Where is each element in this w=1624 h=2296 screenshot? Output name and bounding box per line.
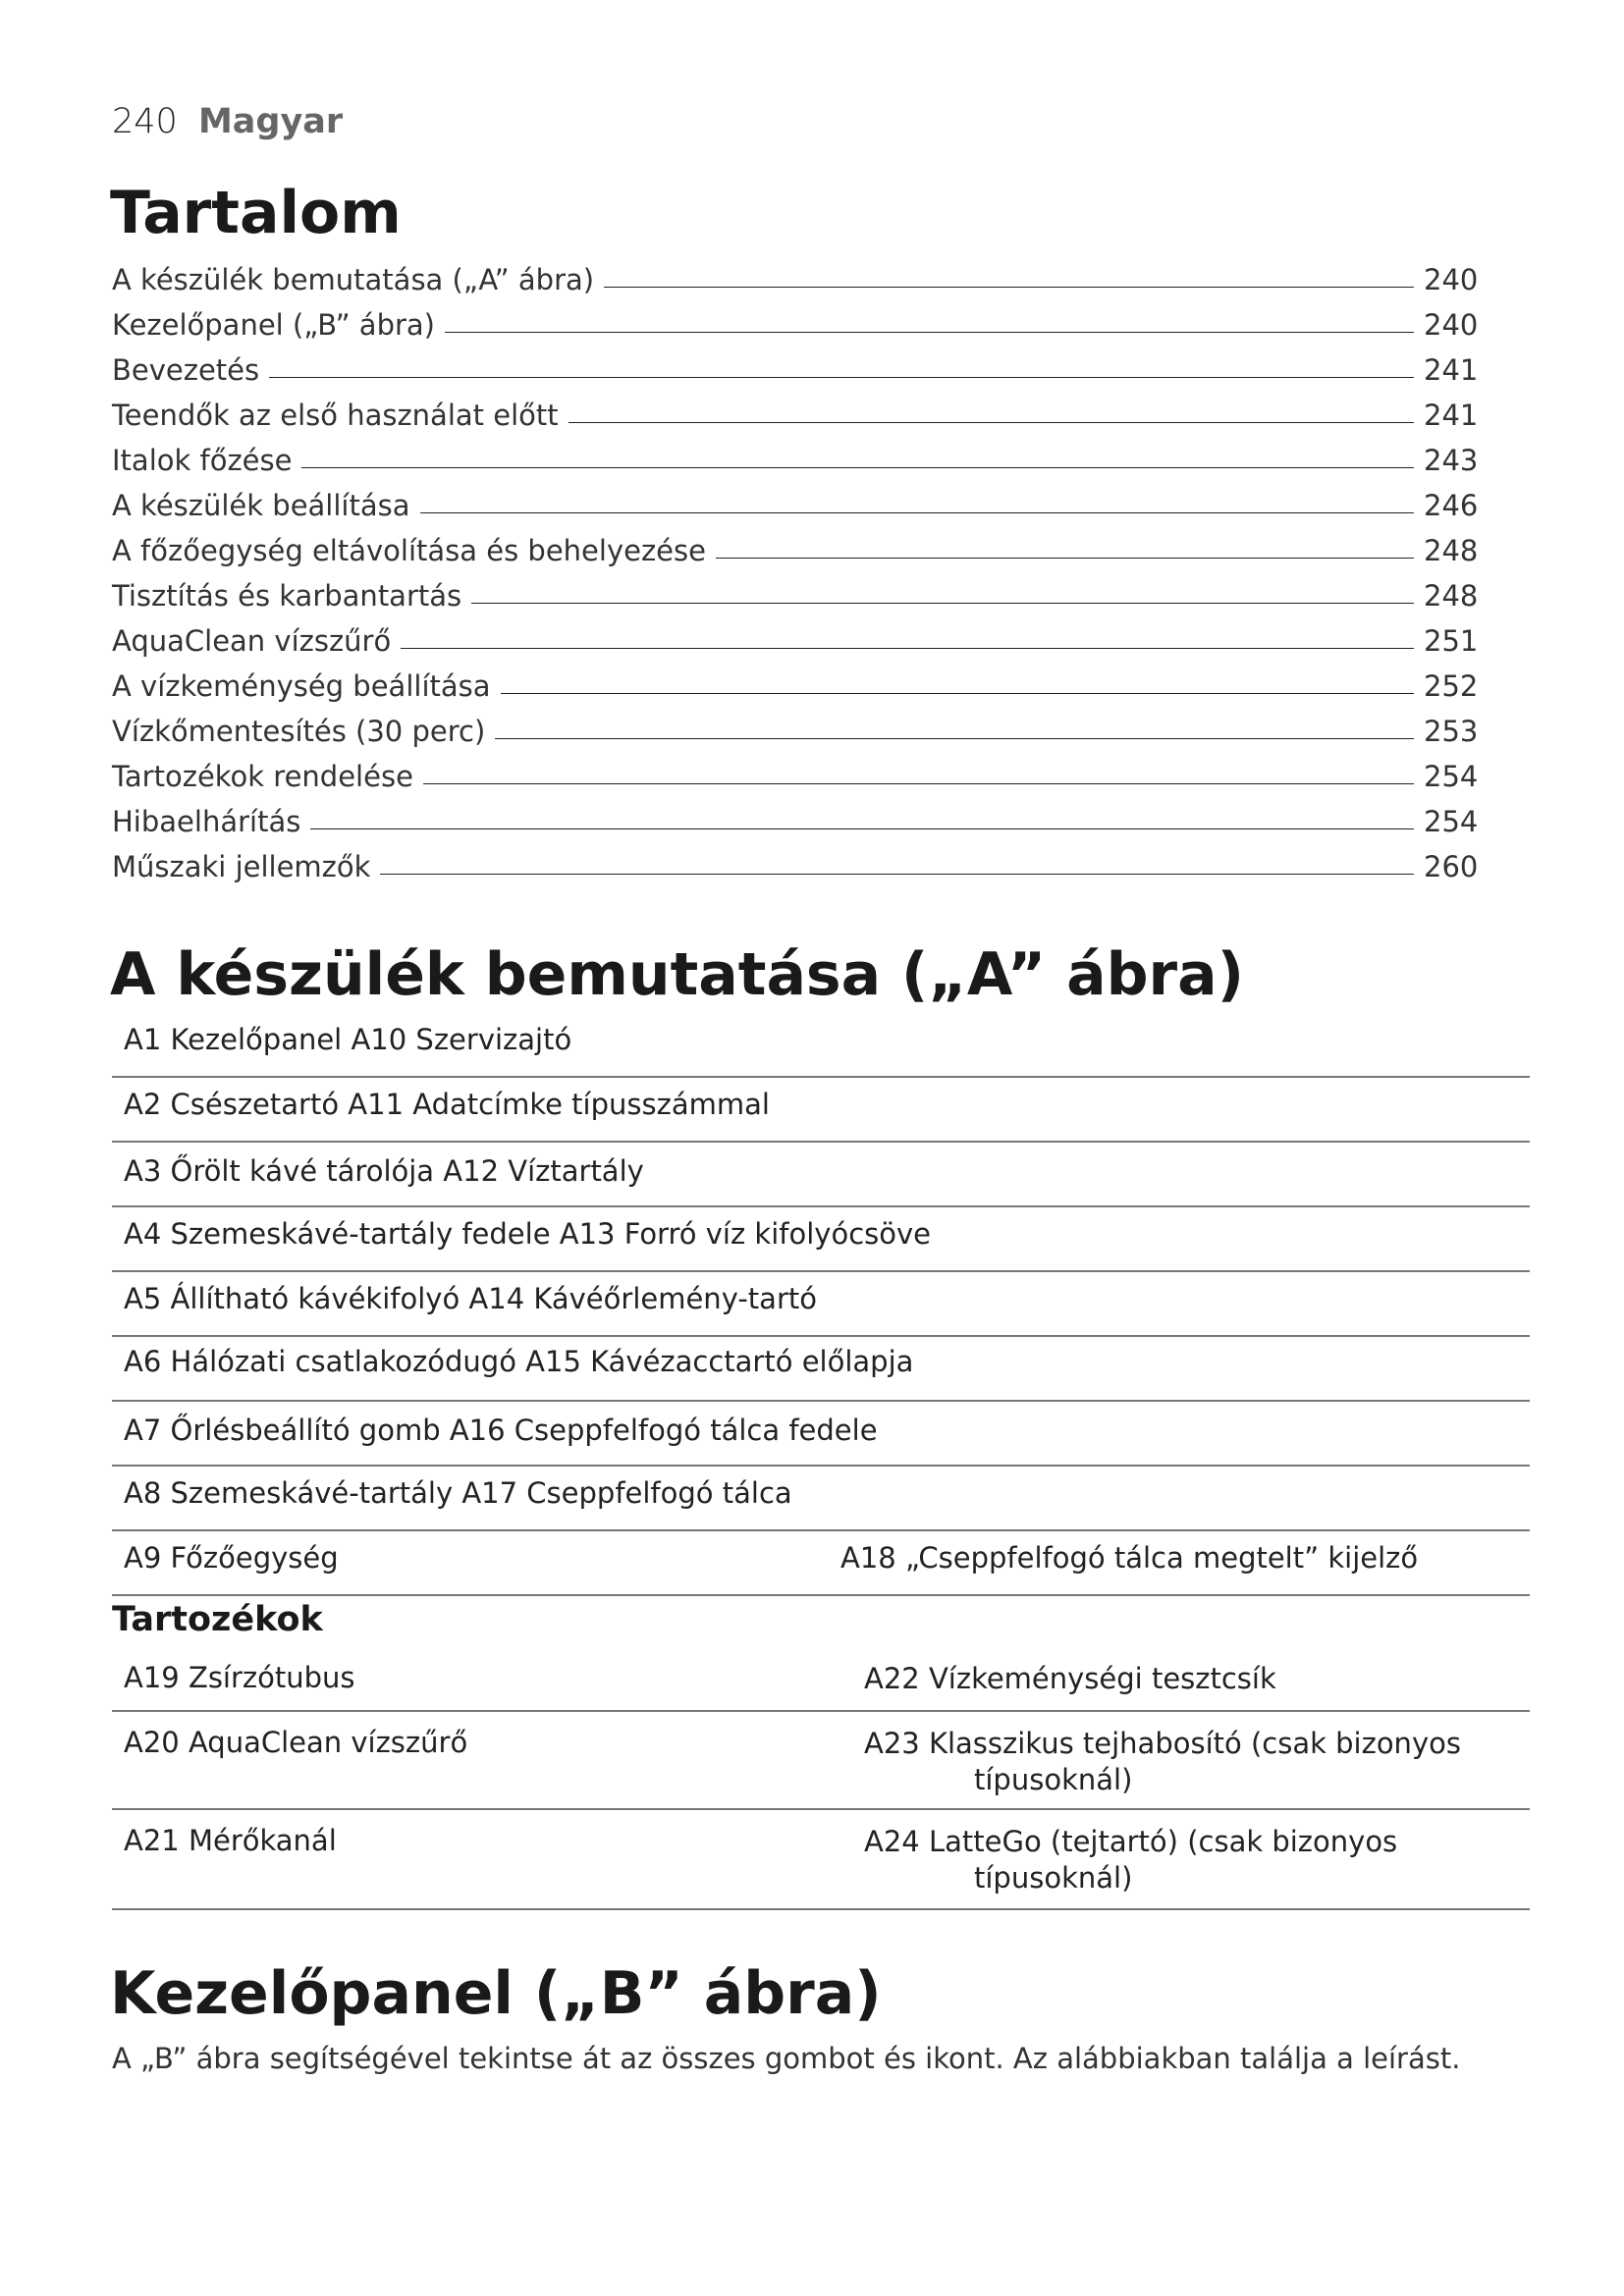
toc-entry[interactable]	[112, 387, 1477, 432]
toc-entry-label: A főzőegység eltávolítása és behelyezése	[112, 534, 706, 567]
toc-entry-page: 240	[1424, 263, 1479, 296]
parts-row	[112, 1337, 1530, 1402]
toc-entry-label: Italok főzése	[112, 444, 293, 477]
parts-row-text: A2 Csészetartó A11 Adatcímke típusszámmal	[124, 1088, 770, 1121]
toc-entry-label: Teendők az első használat előtt	[112, 399, 559, 432]
toc-entry-page: 243	[1424, 444, 1479, 477]
toc-entry-page: 260	[1424, 850, 1479, 883]
toc-entry[interactable]	[112, 793, 1477, 838]
toc-leader	[568, 422, 1414, 423]
toc-leader	[420, 512, 1415, 513]
toc-entry[interactable]	[112, 251, 1477, 296]
parts-row	[112, 1207, 1530, 1272]
control-panel-title: Kezelőpanel („B” ábra)	[110, 1959, 882, 2028]
accessory-right-continued: típusoknál)	[974, 1861, 1133, 1895]
toc-entry[interactable]	[112, 522, 1477, 567]
toc-leader	[501, 693, 1414, 694]
toc-entry-label: Bevezetés	[112, 353, 260, 387]
toc-title: Tartalom	[110, 179, 402, 247]
toc-entry-label: Hibaelhárítás	[112, 805, 301, 838]
parts-row-text: A18 „Cseppfelfogó tálca megtelt” kijelző	[840, 1541, 1419, 1575]
accessories-table	[112, 1647, 1530, 1910]
toc-entry-page: 241	[1424, 399, 1479, 432]
parts-row-text: A3 Őrölt kávé tárolója A12 Víztartály	[124, 1154, 644, 1188]
toc-entry-label: Vízkőmentesítés (30 perc)	[112, 715, 486, 748]
accessory-right	[864, 1824, 1397, 1896]
toc-entry[interactable]	[112, 748, 1477, 793]
toc-entry-page: 241	[1424, 353, 1479, 387]
toc-leader	[401, 648, 1414, 649]
toc-leader	[423, 783, 1414, 784]
toc-entry-page: 254	[1424, 760, 1479, 793]
page-header	[112, 100, 343, 143]
parts-table	[112, 1013, 1530, 1596]
toc-entry[interactable]	[112, 613, 1477, 658]
toc-leader	[716, 558, 1414, 559]
overview-title: A készülék bemutatása („A” ábra)	[110, 940, 1245, 1009]
page-number: 240	[112, 102, 178, 141]
accessory-row	[112, 1647, 1530, 1712]
toc-entry-page: 251	[1424, 624, 1479, 658]
parts-row	[112, 1078, 1530, 1143]
toc-entry-page: 246	[1424, 489, 1479, 522]
toc-entry[interactable]	[112, 658, 1477, 703]
toc-entry-label: A vízkeménység beállítása	[112, 669, 491, 703]
parts-row-text: A8 Szemeskávé-tartály A17 Cseppfelfogó tálca	[124, 1476, 792, 1510]
toc-leader	[380, 874, 1414, 875]
accessory-left: A19 Zsírzótubus	[124, 1661, 355, 1694]
accessory-right-text: A24 LatteGo (tejtartó) (csak bizonyos	[864, 1825, 1398, 1858]
toc-leader	[445, 332, 1414, 333]
accessory-right-text: A23 Klasszikus tejhabosító (csak bizonyos	[864, 1727, 1461, 1760]
accessory-row	[112, 1810, 1530, 1910]
toc-entry-page: 254	[1424, 805, 1479, 838]
toc-entry-page: 252	[1424, 669, 1479, 703]
toc-entry-label: A készülék beállítása	[112, 489, 410, 522]
toc-leader	[310, 828, 1414, 829]
toc-entry[interactable]	[112, 838, 1477, 883]
parts-row-text: A6 Hálózati csatlakozódugó A15 Kávézacctartó előlapja	[124, 1345, 914, 1378]
toc-leader	[471, 603, 1414, 604]
parts-row-text: A4 Szemeskávé-tartály fedele A13 Forró víz kifolyócsöve	[124, 1217, 931, 1251]
toc-entry-page: 248	[1424, 534, 1479, 567]
toc-entry[interactable]	[112, 342, 1477, 387]
parts-row	[112, 1143, 1530, 1207]
accessory-row	[112, 1712, 1530, 1810]
parts-row-text: A9 Főzőegység	[124, 1541, 339, 1575]
parts-row	[112, 1013, 1530, 1078]
parts-row-text: A5 Állítható kávékifolyó A14 Kávéőrlemény-tartó	[124, 1282, 817, 1315]
parts-row	[112, 1467, 1530, 1531]
toc-entry-label: AquaClean vízszűrő	[112, 624, 392, 658]
accessory-left: A21 Mérőkanál	[124, 1824, 337, 1857]
toc-entry[interactable]	[112, 567, 1477, 613]
accessory-left: A20 AquaClean vízszűrő	[124, 1726, 468, 1759]
parts-row	[112, 1531, 1530, 1596]
toc-entry-page: 240	[1424, 308, 1479, 342]
toc-leader	[604, 287, 1414, 288]
accessory-right	[864, 1726, 1461, 1798]
accessory-right	[864, 1661, 1276, 1697]
accessory-right-text: A22 Vízkeménységi tesztcsík	[864, 1662, 1276, 1695]
parts-row-text: A7 Őrlésbeállító gomb A16 Cseppfelfogó tálca fedele	[124, 1414, 878, 1447]
control-panel-intro: A „B” ábra segítségével tekintse át az összes gombot és ikont. Az alábbiakban találja a leírást.	[112, 2042, 1461, 2075]
toc-entry-label: Tisztítás és karbantartás	[112, 579, 462, 613]
parts-row-text: A1 Kezelőpanel A10 Szervizajtó	[124, 1023, 572, 1056]
toc-entry-label: Kezelőpanel („B” ábra)	[112, 308, 435, 342]
toc-entry[interactable]	[112, 477, 1477, 522]
accessory-right-continued: típusoknál)	[974, 1763, 1133, 1796]
toc-leader	[495, 738, 1414, 739]
toc-entry[interactable]	[112, 703, 1477, 748]
toc-list	[112, 251, 1477, 883]
toc-entry-label: Tartozékok rendelése	[112, 760, 413, 793]
toc-entry[interactable]	[112, 296, 1477, 342]
parts-row	[112, 1402, 1530, 1467]
toc-entry[interactable]	[112, 432, 1477, 477]
toc-entry-label: Műszaki jellemzők	[112, 850, 371, 883]
toc-leader	[301, 467, 1414, 468]
accessories-title: Tartozékok	[112, 1600, 323, 1639]
toc-entry-page: 248	[1424, 579, 1479, 613]
language-label: Magyar	[197, 102, 344, 141]
parts-row	[112, 1272, 1530, 1337]
toc-leader	[269, 377, 1414, 378]
toc-entry-label: A készülék bemutatása („A” ábra)	[112, 263, 595, 296]
toc-entry-page: 253	[1424, 715, 1479, 748]
